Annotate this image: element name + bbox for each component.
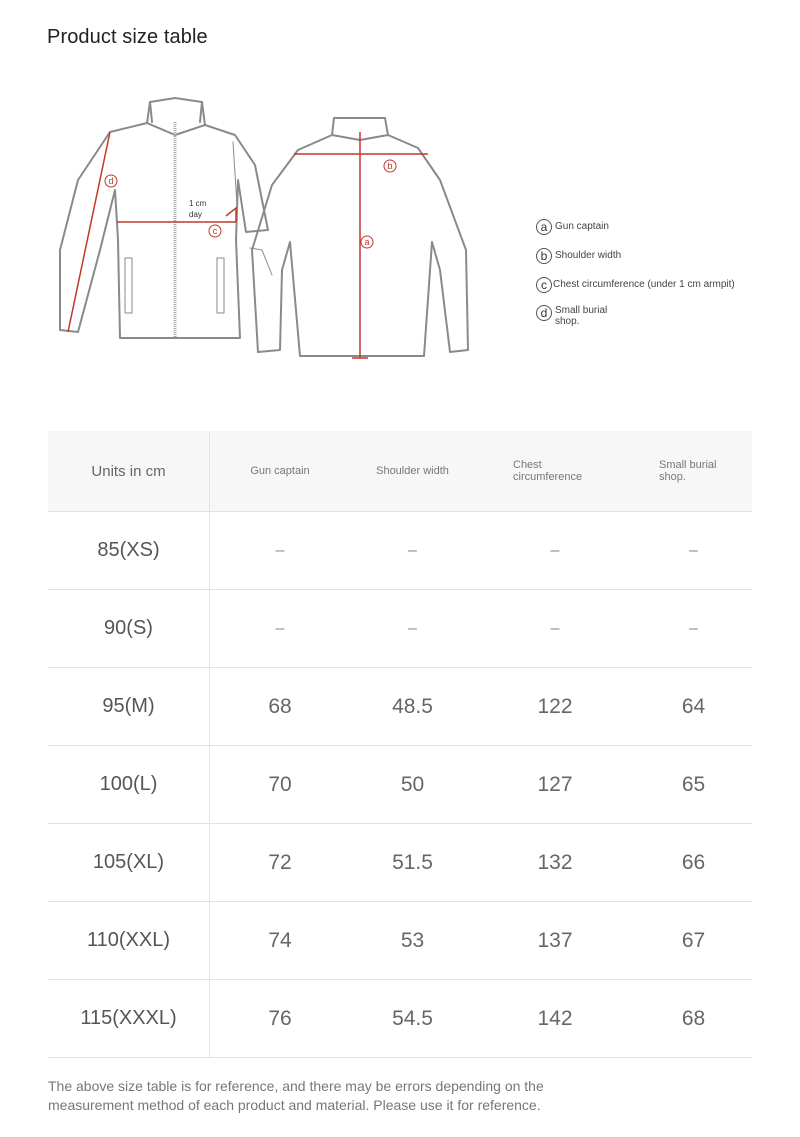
table-row (48, 512, 752, 590)
value-cell: – (275, 541, 285, 559)
value-cell: 72 (268, 850, 292, 874)
legend-badge-b: b (536, 248, 552, 264)
value-cell: 68 (268, 694, 292, 718)
value-cell: – (689, 541, 698, 559)
marker-c-label: c (212, 226, 218, 236)
value-cell: 127 (537, 772, 573, 796)
legend-badge-a: a (536, 219, 552, 235)
value-cell: 67 (681, 928, 706, 952)
value-cell: 122 (537, 694, 573, 718)
legend-text-c: Chest circumference (under 1 cm armpit) (553, 279, 735, 290)
value-cell: 65 (681, 772, 706, 796)
value-cell: – (689, 619, 698, 637)
legend-item-c (536, 277, 735, 293)
value-cell: 142 (537, 1006, 573, 1030)
table-row (48, 746, 752, 824)
value-cell: – (408, 541, 417, 559)
legend-item-b (536, 248, 621, 264)
jacket-measurement-diagram (0, 80, 800, 380)
value-cell: 51.5 (392, 850, 433, 874)
legend-badge-c: c (536, 277, 552, 293)
legend-text-b: Shoulder width (555, 250, 622, 261)
header-gun-captain: Gun captain (250, 465, 310, 477)
value-cell: 132 (537, 850, 573, 874)
legend-item-d (536, 305, 615, 327)
size-cell: 90(S) (48, 590, 210, 667)
value-cell: – (275, 619, 285, 637)
header-chest-circumference: Chest circumference (513, 459, 583, 483)
value-cell: 53 (400, 928, 425, 952)
header-shoulder-width: Shoulder width (376, 465, 449, 477)
size-table (48, 431, 752, 1058)
value-cell: – (550, 619, 560, 637)
table-row (48, 980, 752, 1058)
marker-d-label: d (108, 176, 114, 186)
value-cell: 50 (400, 772, 425, 796)
value-cell: – (408, 619, 417, 637)
value-cell: 68 (681, 1006, 706, 1030)
table-row (48, 824, 752, 902)
value-cell: 64 (681, 694, 706, 718)
value-cell: 76 (268, 1006, 292, 1030)
header-small-burial-shop: Small burial shop. (659, 459, 717, 483)
legend-text-d: Small burial shop. (555, 305, 608, 327)
legend-item-a (536, 219, 609, 235)
page-title: Product size table (47, 26, 208, 48)
value-cell: 137 (537, 928, 573, 952)
legend-text-a: Gun captain (555, 221, 609, 232)
table-row (48, 590, 752, 668)
size-cell: 95(M) (48, 668, 210, 745)
table-row (48, 668, 752, 746)
table-header-row (48, 431, 752, 512)
size-cell: 100(L) (48, 746, 210, 823)
marker-a-label: a (364, 237, 370, 247)
legend-badge-d: d (536, 305, 552, 321)
value-cell: – (550, 541, 560, 559)
reference-note: The above size table is for reference, and there may be errors depending on the measurement method of each product and material. Please use it for reference. (48, 1078, 544, 1113)
value-cell: 74 (268, 928, 292, 952)
size-cell: 105(XL) (48, 824, 210, 901)
size-cell: 115(XXXL) (48, 980, 210, 1057)
armpit-note-line2: day (189, 210, 202, 219)
header-units: Units in cm (48, 431, 210, 511)
value-cell: 54.5 (392, 1006, 433, 1030)
value-cell: 48.5 (392, 694, 433, 718)
size-cell: 85(XS) (48, 512, 210, 589)
size-cell: 110(XXL) (48, 902, 210, 979)
value-cell: 70 (268, 772, 292, 796)
value-cell: 66 (681, 850, 706, 874)
armpit-note-line1: 1 cm (189, 199, 207, 208)
table-row (48, 902, 752, 980)
marker-b-label: b (387, 161, 393, 171)
